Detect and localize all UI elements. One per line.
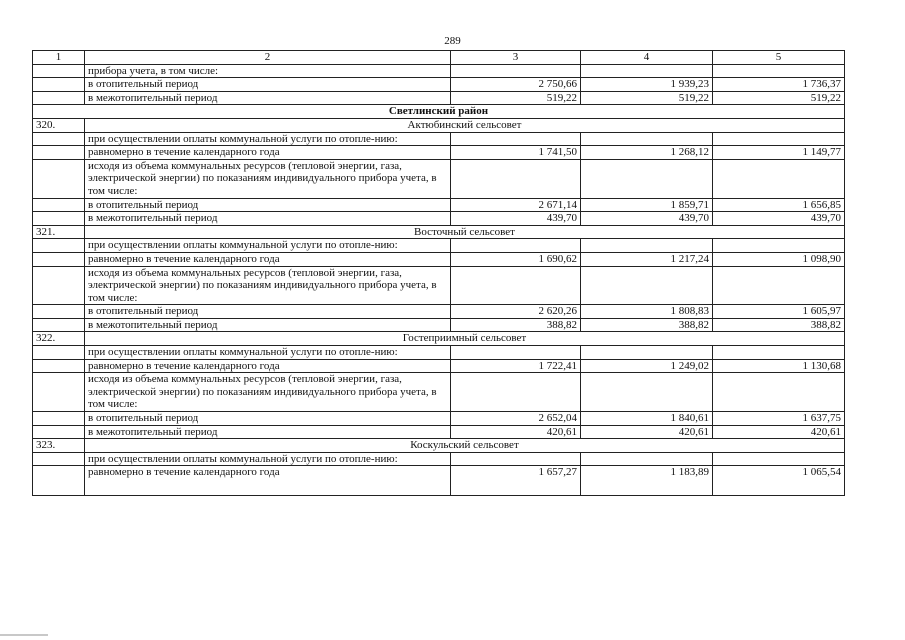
value-cell: 1 690,62 bbox=[451, 252, 581, 266]
value-cell: 1 183,89 bbox=[581, 466, 713, 496]
table-row bbox=[33, 373, 845, 412]
district-title: Светлинский район bbox=[33, 105, 845, 119]
last-block bbox=[33, 439, 845, 496]
table-row bbox=[33, 159, 845, 198]
row-label: равномерно в течение календарного года bbox=[85, 466, 451, 496]
page-number: 289 bbox=[444, 35, 461, 47]
value-cell: 388,82 bbox=[581, 318, 713, 332]
value-cell: 2 652,04 bbox=[451, 412, 581, 426]
value-cell: 439,70 bbox=[451, 212, 581, 226]
table-row bbox=[33, 305, 845, 319]
table-row bbox=[33, 318, 845, 332]
value-cell: 1 939,23 bbox=[581, 78, 713, 92]
value-cell: 2 620,26 bbox=[451, 305, 581, 319]
header-cell-3: 3 bbox=[451, 51, 581, 65]
row-label: при осуществлении оплаты коммунальной услуги по отопле-нию: bbox=[85, 132, 451, 146]
row-label: при осуществлении оплаты коммунальной услуги по отопле-нию: bbox=[85, 452, 451, 466]
value-cell: 1 605,97 bbox=[713, 305, 845, 319]
value-cell: 439,70 bbox=[713, 212, 845, 226]
table-row bbox=[33, 198, 845, 212]
section-header-row bbox=[33, 118, 845, 132]
blocks-body bbox=[33, 118, 845, 438]
header-cell-1: 1 bbox=[33, 51, 85, 65]
table-row bbox=[33, 412, 845, 426]
row-label: равномерно в течение календарного года bbox=[85, 146, 451, 160]
row-label: прибора учета, в том числе: bbox=[85, 64, 451, 78]
table-row bbox=[33, 212, 845, 226]
table-row bbox=[33, 252, 845, 266]
row-label: при осуществлении оплаты коммунальной услуги по отопле-нию: bbox=[85, 239, 451, 253]
table-row bbox=[33, 266, 845, 305]
table-row bbox=[33, 425, 845, 439]
header-cell-2: 2 bbox=[85, 51, 451, 65]
section-header-row bbox=[33, 439, 845, 453]
section-number: 323. bbox=[33, 439, 85, 453]
table-row bbox=[33, 452, 845, 466]
value-cell: 1 098,90 bbox=[713, 252, 845, 266]
row-label: равномерно в течение календарного года bbox=[85, 252, 451, 266]
table-row bbox=[33, 64, 845, 78]
section-name: Коскульский сельсовет bbox=[85, 439, 845, 453]
row-label: в межотопительный период bbox=[85, 91, 451, 105]
value-cell: 439,70 bbox=[581, 212, 713, 226]
value-cell: 388,82 bbox=[713, 318, 845, 332]
table-row bbox=[33, 132, 845, 146]
value-cell: 519,22 bbox=[451, 91, 581, 105]
tariff-table bbox=[32, 50, 845, 496]
section-header-row bbox=[33, 225, 845, 239]
table-header-row bbox=[33, 51, 845, 65]
row-label: исходя из объема коммунальных ресурсов (тепловой энергии, газа, электрической энергии) по показаниям индивидуального прибора учета, в том числе: bbox=[85, 266, 451, 305]
value-cell: 519,22 bbox=[713, 91, 845, 105]
row-label: равномерно в течение календарного года bbox=[85, 359, 451, 373]
table-row bbox=[33, 91, 845, 105]
value-cell: 1 249,02 bbox=[581, 359, 713, 373]
value-cell: 2 750,66 bbox=[451, 78, 581, 92]
row-label: в отопительный период bbox=[85, 78, 451, 92]
table-row bbox=[33, 146, 845, 160]
row-label: в отопительный период bbox=[85, 198, 451, 212]
row-label: в межотопительный период bbox=[85, 425, 451, 439]
section-name: Актюбинский сельсовет bbox=[85, 118, 845, 132]
value-cell: 420,61 bbox=[451, 425, 581, 439]
table-row bbox=[33, 466, 845, 496]
table-row bbox=[33, 346, 845, 360]
table-row bbox=[33, 359, 845, 373]
value-cell: 1 065,54 bbox=[713, 466, 845, 496]
row-label: при осуществлении оплаты коммунальной услуги по отопле-нию: bbox=[85, 346, 451, 360]
value-cell: 1 722,41 bbox=[451, 359, 581, 373]
value-cell: 1 741,50 bbox=[451, 146, 581, 160]
section-header-row bbox=[33, 332, 845, 346]
section-number: 321. bbox=[33, 225, 85, 239]
value-cell: 1 637,75 bbox=[713, 412, 845, 426]
row-label: в отопительный период bbox=[85, 305, 451, 319]
row-label: исходя из объема коммунальных ресурсов (тепловой энергии, газа, электрической энергии) по показаниям индивидуального прибора учета, в том числе: bbox=[85, 159, 451, 198]
value-cell: 1 268,12 bbox=[581, 146, 713, 160]
value-cell: 1 859,71 bbox=[581, 198, 713, 212]
divider bbox=[0, 634, 48, 636]
value-cell bbox=[451, 64, 581, 78]
value-cell: 1 736,37 bbox=[713, 78, 845, 92]
table-row bbox=[33, 78, 845, 92]
row-label: в межотопительный период bbox=[85, 318, 451, 332]
section-name: Гостеприимный сельсовет bbox=[85, 332, 845, 346]
row-label: в межотопительный период bbox=[85, 212, 451, 226]
row-label: исходя из объема коммунальных ресурсов (тепловой энергии, газа, электрической энергии) по показаниям индивидуального прибора учета, в том числе: bbox=[85, 373, 451, 412]
value-cell: 388,82 bbox=[451, 318, 581, 332]
value-cell: 1 130,68 bbox=[713, 359, 845, 373]
header-cell-5: 5 bbox=[713, 51, 845, 65]
value-cell: 1 808,83 bbox=[581, 305, 713, 319]
district-row bbox=[33, 105, 845, 119]
row-label: в отопительный период bbox=[85, 412, 451, 426]
value-cell: 420,61 bbox=[713, 425, 845, 439]
section-number: 322. bbox=[33, 332, 85, 346]
header-cell-4: 4 bbox=[581, 51, 713, 65]
table-row bbox=[33, 239, 845, 253]
value-cell: 1 217,24 bbox=[581, 252, 713, 266]
value-cell: 519,22 bbox=[581, 91, 713, 105]
value-cell: 420,61 bbox=[581, 425, 713, 439]
value-cell: 1 656,85 bbox=[713, 198, 845, 212]
value-cell: 1 840,61 bbox=[581, 412, 713, 426]
section-number: 320. bbox=[33, 118, 85, 132]
section-name: Восточный сельсовет bbox=[85, 225, 845, 239]
value-cell bbox=[713, 64, 845, 78]
value-cell bbox=[581, 64, 713, 78]
value-cell: 1 149,77 bbox=[713, 146, 845, 160]
value-cell: 2 671,14 bbox=[451, 198, 581, 212]
value-cell: 1 657,27 bbox=[451, 466, 581, 496]
